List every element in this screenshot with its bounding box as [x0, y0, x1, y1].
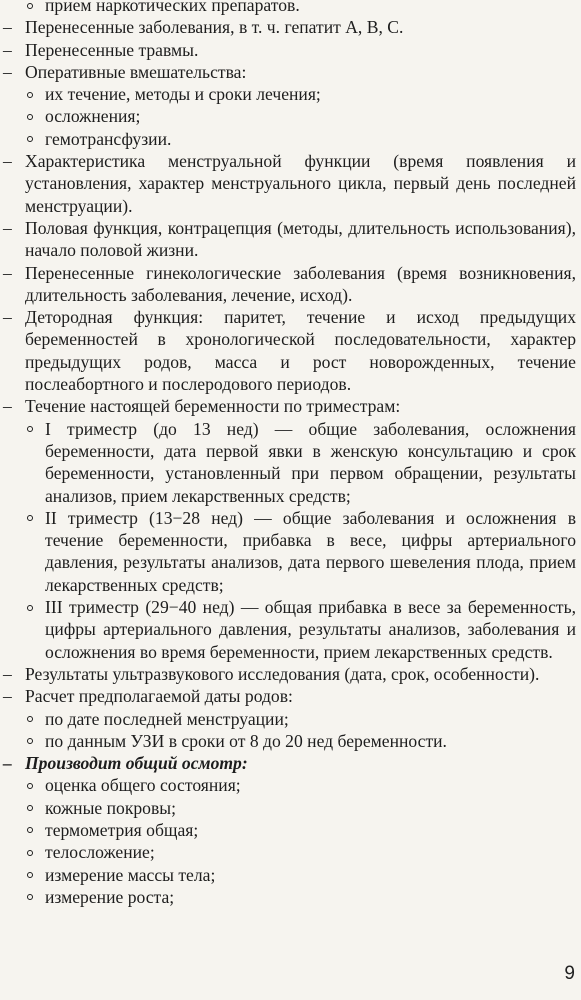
- list-item: [3, 0, 576, 16]
- item-text: термометрия общая;: [45, 819, 199, 840]
- list-item: [3, 16, 576, 38]
- item-text: III триместр (29−40 нед) — общая прибавка в весе за беременность, цифры артериального давления, результаты анализов, заболевания и осложнения во время беременности, прием лекарственных средств.: [45, 597, 576, 662]
- item-text: Оперативные вмешательства:: [25, 61, 247, 82]
- dash-marker: –: [3, 753, 12, 774]
- item-text: Течение настоящей беременности по триместрам:: [25, 396, 401, 417]
- list-item: [3, 217, 576, 262]
- list-item: [3, 708, 576, 730]
- list-item: [3, 685, 576, 707]
- bullet-icon: [27, 738, 33, 744]
- list-item: [3, 797, 576, 819]
- item-text: измерение массы тела;: [45, 864, 216, 885]
- dash-marker: –: [3, 17, 12, 38]
- list-item: [3, 596, 576, 663]
- list-item: [3, 886, 576, 908]
- item-text: гемотрансфузии.: [45, 128, 172, 149]
- dash-marker: –: [3, 61, 12, 82]
- item-text: I триместр (до 13 нед) — общие заболевания, осложнения беременности, дата первой явки в женскую консультацию и срок беременности, установленный при первом обращении, результаты анализов, прием лекарственных средств;: [45, 418, 576, 506]
- list-item: [3, 105, 576, 127]
- bullet-icon: [27, 92, 33, 98]
- dash-marker: –: [3, 262, 12, 283]
- item-text: телосложение;: [45, 842, 155, 863]
- list-item: [3, 864, 576, 886]
- item-text: Перенесенные заболевания, в т. ч. гепатит A, B, C.: [25, 17, 404, 38]
- list-item: [3, 507, 576, 596]
- item-text: Производит общий осмотр:: [25, 753, 248, 774]
- list-item: [3, 418, 576, 507]
- list-item: [3, 395, 576, 417]
- list-item: [3, 128, 576, 150]
- list-item: [3, 730, 576, 752]
- page-number: 9: [564, 963, 575, 984]
- item-text: по дате последней менструации;: [45, 708, 289, 729]
- item-text: их течение, методы и сроки лечения;: [45, 84, 321, 105]
- list-item: [3, 752, 576, 774]
- list-item: [3, 39, 576, 61]
- list-item: [3, 61, 576, 83]
- list-item: [3, 150, 576, 217]
- item-text: Детородная функция: паритет, течение и исход предыдущих беременностей в хронологической последовательности, характер предыдущих родов, масса и рост новорожденных, течение послеабортного и послеродового периодов.: [25, 307, 576, 395]
- dash-marker: –: [3, 151, 12, 172]
- list-item: [3, 83, 576, 105]
- bullet-icon: [27, 850, 33, 856]
- list-item: [3, 774, 576, 796]
- item-text: по данным УЗИ в сроки от 8 до 20 нед беременности.: [45, 730, 447, 751]
- list-item: [3, 819, 576, 841]
- item-text: оценка общего состояния;: [45, 775, 241, 796]
- bullet-icon: [27, 515, 33, 521]
- bullet-icon: [27, 872, 33, 878]
- dash-marker: –: [3, 686, 12, 707]
- dash-marker: –: [3, 39, 12, 60]
- list-item: [3, 841, 576, 863]
- item-text: Характеристика менструальной функции (время появления и установления, характер менструального цикла, первый день последней менструации).: [25, 151, 576, 216]
- dash-marker: –: [3, 396, 12, 417]
- bullet-icon: [27, 827, 33, 833]
- bullet-icon: [27, 783, 33, 789]
- item-text: прием наркотических препаратов.: [45, 0, 300, 15]
- item-text: осложнения;: [45, 106, 141, 127]
- bullet-icon: [27, 605, 33, 611]
- bullet-icon: [27, 805, 33, 811]
- dash-marker: –: [3, 307, 12, 328]
- dash-marker: –: [3, 217, 12, 238]
- item-text: Результаты ультразвукового исследования (дата, срок, особенности).: [25, 663, 540, 684]
- item-text: кожные покровы;: [45, 797, 176, 818]
- item-text: II триместр (13−28 нед) — общие заболевания и осложнения в течение беременности, прибавка в весе, цифры артериального давления, результаты анализов, дата первого шевеления плода, прием лекарственных средств;: [45, 507, 576, 595]
- list-item: [3, 262, 576, 307]
- bullet-icon: [27, 136, 33, 142]
- item-text: Расчет предполагаемой даты родов:: [25, 686, 293, 707]
- bullet-icon: [27, 894, 33, 900]
- list-item: [3, 663, 576, 685]
- bullet-icon: [27, 426, 33, 432]
- bullet-icon: [27, 114, 33, 120]
- item-text: Половая функция, контрацепция (методы, длительность использования), начало половой жизни.: [25, 217, 576, 261]
- list-item: [3, 306, 576, 395]
- item-text: Перенесенные гинекологические заболевания (время возникновения, длительность заболевания, лечение, исход).: [25, 262, 576, 305]
- dash-marker: –: [3, 663, 12, 684]
- item-text: измерение роста;: [45, 886, 175, 907]
- document-page: [3, 0, 576, 908]
- bullet-icon: [27, 716, 33, 722]
- item-text: Перенесенные травмы.: [25, 39, 199, 60]
- bullet-icon: [27, 3, 33, 9]
